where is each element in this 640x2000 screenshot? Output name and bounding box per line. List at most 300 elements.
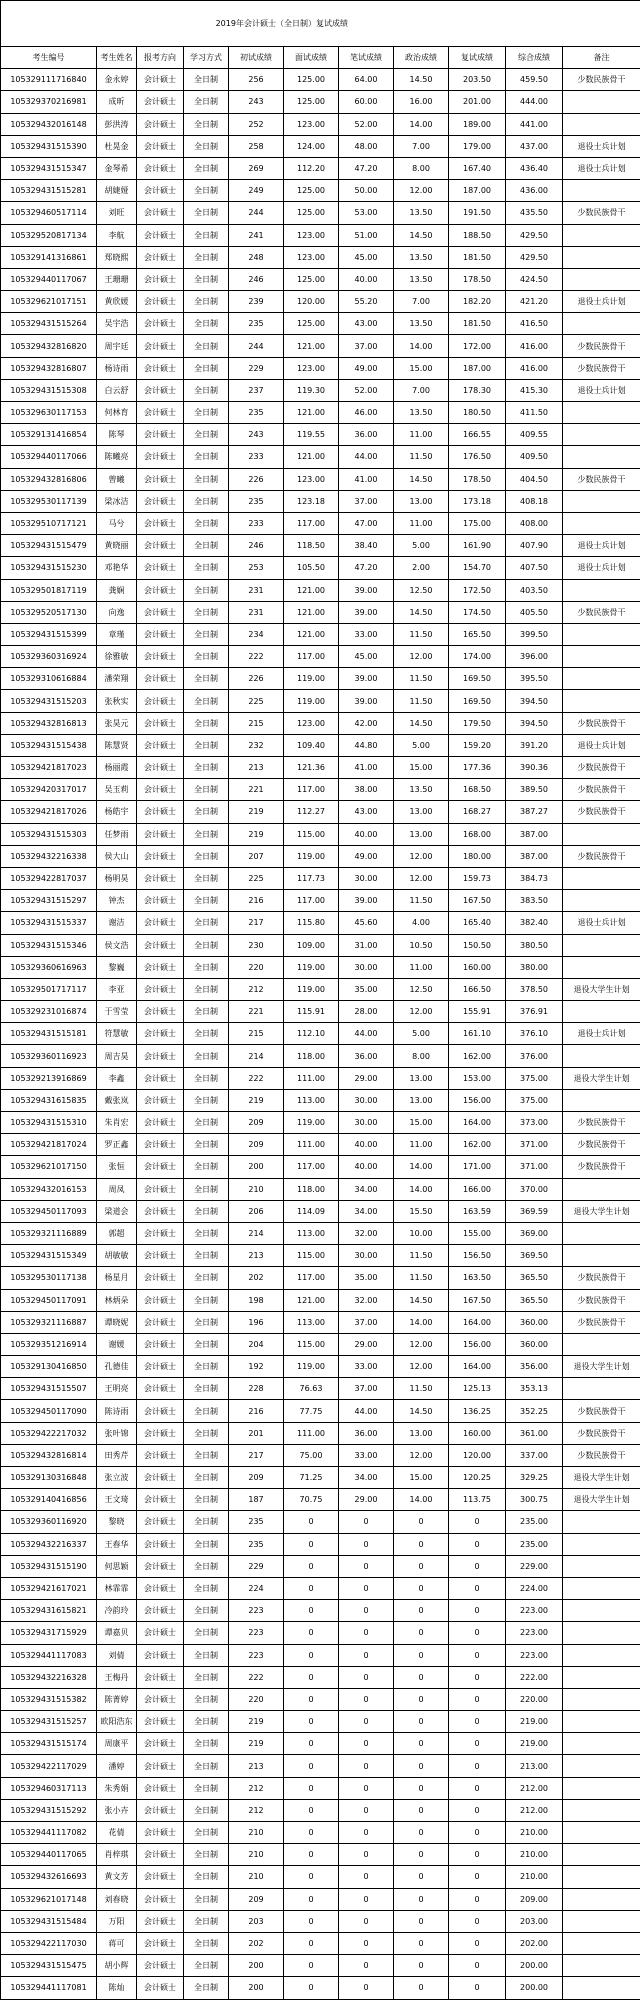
cell-retest-score: 168.00 (449, 823, 506, 845)
cell-interview-score: 0 (284, 1955, 339, 1977)
cell-initial-score: 225 (229, 690, 284, 712)
cell-total-score: 383.50 (506, 890, 563, 912)
cell-total-score: 369.59 (506, 1200, 563, 1222)
table-row (1, 1134, 640, 1156)
cell-politics-score: 11.00 (394, 1134, 449, 1156)
cell-initial-score: 221 (229, 779, 284, 801)
cell-direction: 会计硕士 (137, 1467, 184, 1489)
cell-written-score: 0 (339, 1577, 394, 1599)
table-row (1, 1888, 640, 1910)
cell-total-score: 365.50 (506, 1267, 563, 1289)
cell-exam-id: 105329422117030 (1, 1932, 97, 1954)
cell-remark: 退役大学生计划 (563, 1489, 640, 1511)
cell-name: 周凤 (97, 1178, 137, 1200)
cell-remark (563, 1844, 640, 1866)
cell-written-score: 40.00 (339, 1134, 394, 1156)
cell-initial-score: 223 (229, 1600, 284, 1622)
cell-remark: 少数民族骨干 (563, 357, 640, 379)
cell-study-mode: 全日制 (184, 1777, 229, 1799)
cell-written-score: 0 (339, 1844, 394, 1866)
cell-total-score: 409.50 (506, 446, 563, 468)
cell-written-score: 0 (339, 1555, 394, 1577)
cell-remark (563, 1888, 640, 1910)
cell-politics-score: 11.50 (394, 1378, 449, 1400)
cell-written-score: 60.00 (339, 91, 394, 113)
cell-direction: 会计硕士 (137, 1555, 184, 1577)
cell-retest-score: 0 (449, 1600, 506, 1622)
cell-retest-score: 166.00 (449, 1178, 506, 1200)
cell-interview-score: 123.00 (284, 224, 339, 246)
cell-politics-score: 14.50 (394, 69, 449, 91)
cell-initial-score: 192 (229, 1356, 284, 1378)
cell-exam-id: 105329431515310 (1, 1112, 97, 1134)
cell-initial-score: 220 (229, 1688, 284, 1710)
cell-name: 陈菁婷 (97, 1688, 137, 1710)
table-row (1, 224, 640, 246)
cell-written-score: 55.20 (339, 291, 394, 313)
cell-direction: 会计硕士 (137, 801, 184, 823)
cell-exam-id: 105329360316924 (1, 646, 97, 668)
cell-written-score: 0 (339, 1622, 394, 1644)
cell-name: 谭晓妮 (97, 1311, 137, 1333)
cell-direction: 会计硕士 (137, 1289, 184, 1311)
cell-written-score: 47.20 (339, 557, 394, 579)
cell-name: 何思颖 (97, 1555, 137, 1577)
cell-remark: 少数民族骨干 (563, 712, 640, 734)
cell-retest-score: 188.50 (449, 224, 506, 246)
table-row (1, 1200, 640, 1222)
cell-politics-score: 13.00 (394, 1067, 449, 1089)
cell-interview-score: 71.25 (284, 1467, 339, 1489)
cell-exam-id: 105329432816807 (1, 357, 97, 379)
cell-initial-score: 241 (229, 224, 284, 246)
cell-remark: 退役大学生计划 (563, 1467, 640, 1489)
cell-remark (563, 1955, 640, 1977)
cell-interview-score: 111.00 (284, 1067, 339, 1089)
cell-name: 金永婷 (97, 69, 137, 91)
cell-study-mode: 全日制 (184, 224, 229, 246)
cell-direction: 会计硕士 (137, 1134, 184, 1156)
cell-politics-score: 0 (394, 1733, 449, 1755)
table-row (1, 1112, 640, 1134)
cell-direction: 会计硕士 (137, 490, 184, 512)
cell-remark (563, 1666, 640, 1688)
cell-name: 谭嘉贝 (97, 1622, 137, 1644)
cell-name: 吴玉莉 (97, 779, 137, 801)
cell-remark: 少数民族骨干 (563, 801, 640, 823)
cell-total-score: 200.00 (506, 1977, 563, 1999)
cell-initial-score: 212 (229, 978, 284, 1000)
cell-remark: 退役大学生计划 (563, 1356, 640, 1378)
table-row (1, 712, 640, 734)
cell-study-mode: 全日制 (184, 1067, 229, 1089)
cell-total-score: 394.50 (506, 712, 563, 734)
cell-exam-id: 105329432216338 (1, 845, 97, 867)
cell-direction: 会计硕士 (137, 268, 184, 290)
cell-written-score: 51.00 (339, 224, 394, 246)
cell-initial-score: 226 (229, 468, 284, 490)
cell-total-score: 380.50 (506, 934, 563, 956)
cell-written-score: 44.00 (339, 1023, 394, 1045)
cell-written-score: 40.00 (339, 1156, 394, 1178)
cell-remark (563, 446, 640, 468)
cell-exam-id: 105329441117083 (1, 1644, 97, 1666)
cell-retest-score: 156.50 (449, 1245, 506, 1267)
cell-name: 任梦雨 (97, 823, 137, 845)
cell-total-score: 209.00 (506, 1888, 563, 1910)
cell-remark (563, 1910, 640, 1932)
cell-study-mode: 全日制 (184, 1977, 229, 1999)
table-row (1, 1311, 640, 1333)
cell-study-mode: 全日制 (184, 1156, 229, 1178)
cell-exam-id: 105329420317017 (1, 779, 97, 801)
cell-politics-score: 13.00 (394, 801, 449, 823)
cell-politics-score: 15.00 (394, 357, 449, 379)
cell-initial-score: 201 (229, 1422, 284, 1444)
cell-exam-id: 105329131416854 (1, 424, 97, 446)
table-row (1, 1289, 640, 1311)
cell-exam-id: 105329130316848 (1, 1467, 97, 1489)
cell-interview-score: 125.00 (284, 268, 339, 290)
cell-written-score: 33.00 (339, 1356, 394, 1378)
cell-written-score: 39.00 (339, 579, 394, 601)
cell-interview-score: 117.00 (284, 890, 339, 912)
cell-interview-score: 119.00 (284, 1356, 339, 1378)
cell-name: 黄文芳 (97, 1866, 137, 1888)
cell-exam-id: 105329450117093 (1, 1200, 97, 1222)
cell-total-score: 459.50 (506, 69, 563, 91)
cell-total-score: 222.00 (506, 1666, 563, 1688)
cell-initial-score: 215 (229, 1023, 284, 1045)
cell-direction: 会计硕士 (137, 1112, 184, 1134)
table-row (1, 1023, 640, 1045)
cell-interview-score: 105.50 (284, 557, 339, 579)
cell-exam-id: 105329431615835 (1, 1089, 97, 1111)
cell-interview-score: 123.00 (284, 113, 339, 135)
cell-written-score: 32.00 (339, 1222, 394, 1244)
cell-retest-score: 155.00 (449, 1222, 506, 1244)
cell-total-score: 407.90 (506, 535, 563, 557)
cell-study-mode: 全日制 (184, 1178, 229, 1200)
cell-politics-score: 13.50 (394, 313, 449, 335)
cell-written-score: 0 (339, 1955, 394, 1977)
cell-direction: 会计硕士 (137, 1311, 184, 1333)
cell-name: 孔德佳 (97, 1356, 137, 1378)
cell-remark (563, 1511, 640, 1533)
cell-interview-score: 76.63 (284, 1378, 339, 1400)
table-row (1, 1688, 640, 1710)
cell-name: 徐雅敏 (97, 646, 137, 668)
cell-study-mode: 全日制 (184, 1555, 229, 1577)
cell-total-score: 376.91 (506, 1001, 563, 1023)
cell-initial-score: 235 (229, 313, 284, 335)
cell-remark (563, 1711, 640, 1733)
cell-retest-score: 201.00 (449, 91, 506, 113)
cell-written-score: 0 (339, 1910, 394, 1932)
cell-initial-score: 235 (229, 1511, 284, 1533)
cell-exam-id: 105329431515281 (1, 180, 97, 202)
cell-total-score: 378.50 (506, 978, 563, 1000)
cell-interview-score: 70.75 (284, 1489, 339, 1511)
cell-initial-score: 213 (229, 1245, 284, 1267)
cell-total-score: 202.00 (506, 1932, 563, 1954)
cell-initial-score: 198 (229, 1289, 284, 1311)
cell-retest-score: 169.50 (449, 690, 506, 712)
cell-politics-score: 13.50 (394, 402, 449, 424)
cell-name: 金琴希 (97, 157, 137, 179)
cell-total-score: 373.00 (506, 1112, 563, 1134)
cell-politics-score: 11.00 (394, 424, 449, 446)
cell-politics-score: 12.00 (394, 1444, 449, 1466)
table-row (1, 801, 640, 823)
cell-initial-score: 223 (229, 1622, 284, 1644)
cell-politics-score: 13.00 (394, 823, 449, 845)
cell-exam-id: 105329431515308 (1, 379, 97, 401)
cell-remark: 退役士兵计划 (563, 734, 640, 756)
cell-study-mode: 全日制 (184, 779, 229, 801)
cell-interview-score: 117.00 (284, 1156, 339, 1178)
cell-total-score: 212.00 (506, 1799, 563, 1821)
cell-interview-score: 125.00 (284, 202, 339, 224)
cell-direction: 会计硕士 (137, 1577, 184, 1599)
cell-initial-score: 200 (229, 1955, 284, 1977)
cell-study-mode: 全日制 (184, 1755, 229, 1777)
cell-name: 梁道会 (97, 1200, 137, 1222)
cell-total-score: 213.00 (506, 1755, 563, 1777)
cell-retest-score: 113.75 (449, 1489, 506, 1511)
cell-study-mode: 全日制 (184, 690, 229, 712)
cell-initial-score: 202 (229, 1932, 284, 1954)
cell-study-mode: 全日制 (184, 512, 229, 534)
cell-remark: 少数民族骨干 (563, 601, 640, 623)
cell-retest-score: 181.50 (449, 313, 506, 335)
cell-remark: 少数民族骨干 (563, 335, 640, 357)
cell-retest-score: 156.00 (449, 1089, 506, 1111)
table-row (1, 1577, 640, 1599)
table-row (1, 579, 640, 601)
cell-total-score: 360.00 (506, 1311, 563, 1333)
cell-written-score: 36.00 (339, 1422, 394, 1444)
cell-total-score: 411.50 (506, 402, 563, 424)
cell-politics-score: 14.50 (394, 601, 449, 623)
cell-written-score: 37.00 (339, 1311, 394, 1333)
cell-retest-score: 164.00 (449, 1112, 506, 1134)
cell-initial-score: 244 (229, 335, 284, 357)
cell-retest-score: 177.36 (449, 757, 506, 779)
cell-initial-score: 226 (229, 668, 284, 690)
cell-direction: 会计硕士 (137, 1622, 184, 1644)
cell-study-mode: 全日制 (184, 424, 229, 446)
cell-study-mode: 全日制 (184, 934, 229, 956)
cell-retest-score: 0 (449, 1932, 506, 1954)
cell-written-score: 37.00 (339, 335, 394, 357)
cell-exam-id: 105329431515484 (1, 1910, 97, 1932)
cell-written-score: 0 (339, 1822, 394, 1844)
cell-name: 梁冰洁 (97, 490, 137, 512)
cell-retest-score: 0 (449, 1910, 506, 1932)
header-politics-score: 政治成绩 (394, 47, 449, 69)
cell-name: 潘婷 (97, 1755, 137, 1777)
cell-remark (563, 180, 640, 202)
cell-direction: 会计硕士 (137, 1400, 184, 1422)
cell-written-score: 39.00 (339, 668, 394, 690)
cell-total-score: 375.00 (506, 1067, 563, 1089)
cell-initial-score: 235 (229, 490, 284, 512)
cell-total-score: 210.00 (506, 1822, 563, 1844)
table-row (1, 1600, 640, 1622)
cell-remark: 少数民族骨干 (563, 69, 640, 91)
cell-exam-id: 105329431515203 (1, 690, 97, 712)
cell-initial-score: 249 (229, 180, 284, 202)
cell-politics-score: 12.00 (394, 180, 449, 202)
cell-interview-score: 0 (284, 1666, 339, 1688)
table-row (1, 823, 640, 845)
cell-retest-score: 0 (449, 1511, 506, 1533)
cell-retest-score: 150.50 (449, 934, 506, 956)
cell-politics-score: 11.50 (394, 690, 449, 712)
cell-exam-id: 105329431715929 (1, 1622, 97, 1644)
table-body (1, 1, 640, 2000)
table-row (1, 1378, 640, 1400)
cell-retest-score: 179.00 (449, 135, 506, 157)
cell-remark (563, 402, 640, 424)
cell-exam-id: 105329432816814 (1, 1444, 97, 1466)
cell-politics-score: 0 (394, 1755, 449, 1777)
cell-initial-score: 217 (229, 912, 284, 934)
cell-direction: 会计硕士 (137, 1777, 184, 1799)
cell-study-mode: 全日制 (184, 91, 229, 113)
cell-direction: 会计硕士 (137, 1200, 184, 1222)
cell-initial-score: 222 (229, 1067, 284, 1089)
cell-study-mode: 全日制 (184, 1799, 229, 1821)
cell-total-score: 371.00 (506, 1156, 563, 1178)
cell-exam-id: 105329431515297 (1, 890, 97, 912)
cell-name: 陈琴 (97, 424, 137, 446)
cell-written-score: 0 (339, 1932, 394, 1954)
cell-exam-id: 105329432216337 (1, 1533, 97, 1555)
header-row (1, 47, 640, 69)
cell-study-mode: 全日制 (184, 1378, 229, 1400)
cell-interview-score: 119.00 (284, 845, 339, 867)
cell-interview-score: 115.00 (284, 1245, 339, 1267)
cell-interview-score: 0 (284, 1733, 339, 1755)
cell-direction: 会计硕士 (137, 579, 184, 601)
cell-study-mode: 全日制 (184, 823, 229, 845)
cell-remark: 退役士兵计划 (563, 291, 640, 313)
cell-written-score: 52.00 (339, 113, 394, 135)
cell-name: 章瑾 (97, 623, 137, 645)
cell-politics-score: 14.00 (394, 1489, 449, 1511)
cell-politics-score: 11.00 (394, 956, 449, 978)
cell-politics-score: 0 (394, 1932, 449, 1954)
cell-politics-score: 11.50 (394, 623, 449, 645)
cell-direction: 会计硕士 (137, 1023, 184, 1045)
cell-initial-score: 231 (229, 579, 284, 601)
cell-direction: 会计硕士 (137, 867, 184, 889)
cell-total-score: 370.00 (506, 1178, 563, 1200)
cell-retest-score: 181.50 (449, 246, 506, 268)
cell-name: 杨诗雨 (97, 357, 137, 379)
cell-direction: 会计硕士 (137, 379, 184, 401)
cell-remark: 少数民族骨干 (563, 1400, 640, 1422)
cell-direction: 会计硕士 (137, 668, 184, 690)
cell-study-mode: 全日制 (184, 668, 229, 690)
cell-politics-score: 0 (394, 1955, 449, 1977)
cell-remark (563, 1600, 640, 1622)
cell-exam-id: 105329431515181 (1, 1023, 97, 1045)
cell-study-mode: 全日制 (184, 1733, 229, 1755)
cell-politics-score: 5.00 (394, 535, 449, 557)
cell-interview-score: 0 (284, 1555, 339, 1577)
cell-initial-score: 225 (229, 867, 284, 889)
cell-total-score: 421.20 (506, 291, 563, 313)
cell-retest-score: 187.00 (449, 357, 506, 379)
cell-direction: 会计硕士 (137, 313, 184, 335)
cell-exam-id: 105329421817026 (1, 801, 97, 823)
cell-direction: 会计硕士 (137, 335, 184, 357)
cell-written-score: 36.00 (339, 424, 394, 446)
cell-study-mode: 全日制 (184, 135, 229, 157)
cell-total-score: 404.50 (506, 468, 563, 490)
cell-initial-score: 222 (229, 1666, 284, 1688)
cell-initial-score: 209 (229, 1112, 284, 1134)
cell-politics-score: 11.50 (394, 1267, 449, 1289)
cell-interview-score: 0 (284, 1622, 339, 1644)
cell-politics-score: 0 (394, 1799, 449, 1821)
table-row (1, 1622, 640, 1644)
cell-direction: 会计硕士 (137, 91, 184, 113)
cell-exam-id: 105329432616693 (1, 1866, 97, 1888)
cell-direction: 会计硕士 (137, 912, 184, 934)
cell-interview-score: 118.50 (284, 535, 339, 557)
cell-remark (563, 1977, 640, 1999)
cell-total-score: 356.00 (506, 1356, 563, 1378)
cell-remark (563, 1733, 640, 1755)
cell-written-score: 50.00 (339, 180, 394, 202)
cell-politics-score: 4.00 (394, 912, 449, 934)
cell-retest-score: 189.00 (449, 113, 506, 135)
cell-total-score: 300.75 (506, 1489, 563, 1511)
header-remark: 备注 (563, 47, 640, 69)
cell-exam-id: 105329422817037 (1, 867, 97, 889)
cell-initial-score: 203 (229, 1910, 284, 1932)
cell-exam-id: 105329501817119 (1, 579, 97, 601)
cell-exam-id: 105329421817024 (1, 1134, 97, 1156)
cell-politics-score: 0 (394, 1666, 449, 1688)
cell-initial-score: 246 (229, 535, 284, 557)
cell-study-mode: 全日制 (184, 113, 229, 135)
cell-study-mode: 全日制 (184, 268, 229, 290)
cell-name: 彭洪涛 (97, 113, 137, 135)
table-row (1, 1156, 640, 1178)
cell-total-score: 223.00 (506, 1600, 563, 1622)
cell-retest-score: 167.40 (449, 157, 506, 179)
cell-politics-score: 11.00 (394, 512, 449, 534)
cell-politics-score: 0 (394, 1688, 449, 1710)
cell-initial-score: 214 (229, 1222, 284, 1244)
cell-direction: 会计硕士 (137, 890, 184, 912)
cell-interview-score: 109.00 (284, 934, 339, 956)
cell-exam-id: 105329431515303 (1, 823, 97, 845)
cell-interview-score: 0 (284, 1888, 339, 1910)
table-row (1, 690, 640, 712)
cell-politics-score: 10.00 (394, 1222, 449, 1244)
table-row (1, 202, 640, 224)
cell-direction: 会计硕士 (137, 1755, 184, 1777)
table-row (1, 91, 640, 113)
cell-remark: 退役士兵计划 (563, 535, 640, 557)
cell-study-mode: 全日制 (184, 579, 229, 601)
